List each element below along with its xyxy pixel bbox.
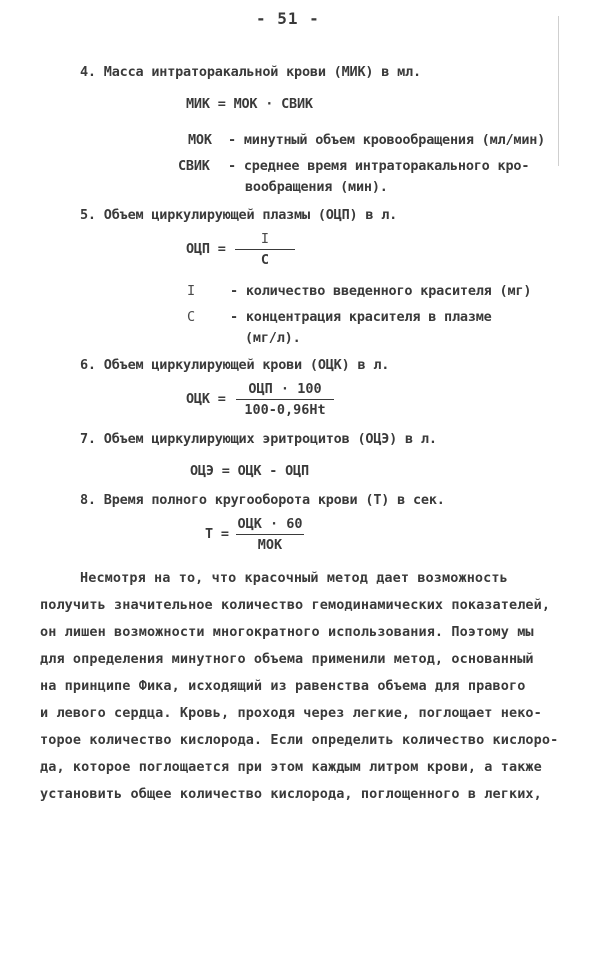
item-5-def-text: - количество введенного красителя (мг) [230,283,532,299]
paragraph-line: для определения минутного объема применили метод, основанный [40,651,534,667]
item-7-heading: 7. Объем циркулирующих эритроцитов (ОЦЭ) в л. [80,431,437,447]
paragraph-line: Несмотря на то, что красочный метод дает возможность [80,570,508,586]
item-4-def-text: вообращения (мин). [245,179,388,195]
item-6-heading: 6. Объем циркулирующей крови (ОЦК) в л. [80,357,390,373]
item-6-fraction [236,380,334,419]
paragraph-line: торое количество кислорода. Если определить количество кислоро- [40,732,559,748]
fraction-denominator: МОК [257,537,283,553]
paragraph-line: и левого сердца. Кровь, проходя через легкие, поглощает неко- [40,705,542,721]
fraction-denominator: C [260,252,270,268]
fraction-numerator: ОЦК · 60 [237,516,303,532]
paragraph-line: он лишен возможности многократного использования. Поэтому мы [40,624,534,640]
item-4-def-text: - минутный объем кровообращения (мл/мин) [228,132,546,148]
item-4-def-symbol: СВИК [178,158,210,174]
paragraph-line: на принципе Фика, исходящий из равенства объема для правого [40,678,526,694]
item-5-fraction [235,230,295,269]
fraction-bar [236,534,304,535]
item-6-formula-lhs: ОЦК = [186,391,226,407]
item-4-def-symbol: МОК [188,132,212,148]
item-4-def-text: - среднее время интраторакального кро- [228,158,530,174]
item-8-fraction [236,515,304,554]
fraction-numerator: I [260,231,270,247]
item-5-def-text: (мг/л). [245,330,301,346]
item-5-heading: 5. Объем циркулирующей плазмы (ОЦП) в л. [80,207,398,223]
fraction-denominator: 100-0,96Ht [244,402,326,418]
paragraph-line: да, которое поглощается при этом каждым литром крови, а также [40,759,542,775]
item-5-def-symbol: C [187,309,196,325]
item-5-def-text: - концентрация красителя в плазме [230,309,492,325]
item-5-def-symbol: I [187,283,196,299]
paragraph-line: получить значительное количество гемодинамических показателей, [40,597,551,613]
item-4-heading: 4. Масса интраторакальной крови (МИК) в мл. [80,64,421,80]
item-4-formula: МИК = МОК · СВИК [186,96,313,112]
fraction-bar [235,249,295,250]
fraction-numerator: ОЦП · 100 [248,381,322,397]
item-8-heading: 8. Время полного кругооборота крови (Т) в сек. [80,492,445,508]
item-5-formula-lhs: ОЦП = [186,241,226,257]
item-8-formula-lhs: Т = [205,526,229,542]
item-7-formula: ОЦЭ = ОЦК - ОЦП [190,463,309,479]
fraction-bar [236,399,334,400]
paragraph-line: установить общее количество кислорода, поглощенного в легких, [40,786,542,802]
page-number: - 51 - [256,9,320,28]
page-edge-line [558,16,559,166]
